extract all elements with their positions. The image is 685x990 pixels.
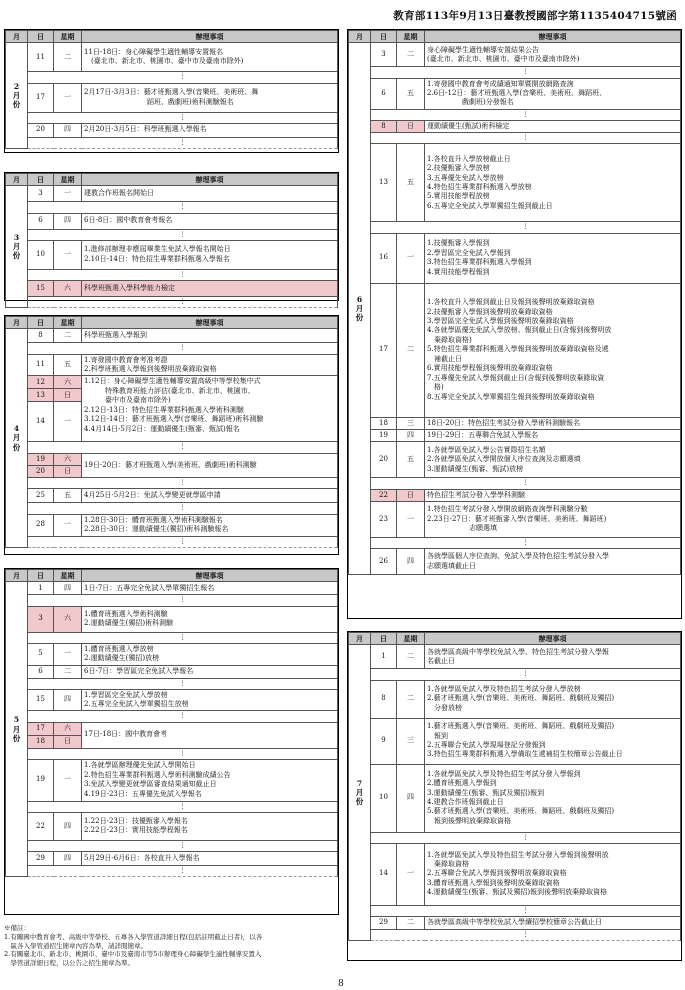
weekday-cell: 二 xyxy=(54,665,82,678)
day-cell: 15 xyxy=(28,689,54,711)
weekday-cell: 六 xyxy=(54,280,82,296)
event-cell: 1.藝才班甄選入學(音樂班、美術班、舞蹈班、戲劇班及獨招) 報到 2.五專聯合免試入學現場登記分發報到 3.特色招生專業群科甄選入學備取生遞補招生校簡章公告截止日 xyxy=(425,718,681,764)
col-month: 月 xyxy=(6,570,28,582)
event-cell: 運動績優生(甄試)術科檢定 xyxy=(425,120,681,132)
col-day: 日 xyxy=(28,31,54,43)
col-event: 辦理事項 xyxy=(82,570,338,582)
gap-row: ⋮ xyxy=(28,202,338,213)
weekday-cell: 日 xyxy=(54,735,82,748)
event-cell: 各就學區高級中等學校免試入學、特色招生考試分發入學報 名截止日 xyxy=(425,645,681,669)
day-cell: 19 xyxy=(28,453,54,465)
event-cell: 1.各就學區免試入學及特色招生考試分發入學報到 2.體育班甄選入學報到 3.運動績優生(甄審、甄試及獨招)報到 4.建教合作班報到截止日 5.藝才班甄選入學(音樂班、美術班、舞蹈班、戲劇班及獨招) 報到後聲明放棄錄取資格 xyxy=(425,764,681,832)
event-cell: 11日-18日：身心障礙學生適性輔導安置報名 (臺北市、新北市、桃園市、臺中市及臺南市除外) xyxy=(82,43,338,72)
gap-row: ⋮ xyxy=(371,133,681,144)
footnote-title: ※備註： xyxy=(4,924,30,932)
day-cell: 1 xyxy=(28,582,54,595)
weekday-cell: 四 xyxy=(397,430,425,442)
day-cell: 29 xyxy=(28,851,54,865)
day-cell: 3 xyxy=(28,606,54,632)
day-cell: 13 xyxy=(28,389,54,402)
gap-row: ⋮ xyxy=(28,112,338,123)
weekday-cell: 四 xyxy=(54,851,82,865)
month-label: 5 月 份 xyxy=(6,582,28,877)
gap-row: ⋮ xyxy=(28,748,338,759)
weekday-cell: 六 xyxy=(54,453,82,465)
weekday-cell: 五 xyxy=(54,354,82,376)
event-cell: 1.技優甄審入學報到 2.學習區完全免試入學報到 3.特色招生專業群科甄選入學報到 4.實用技能學程報到 xyxy=(425,233,681,283)
event-cell: 1.28日-30日：體育班甄選入學術科測驗報名 2.28日-30日：運動績優生(獨招)術科測驗報名 xyxy=(82,514,338,536)
gap-row: ⋮ xyxy=(28,536,338,547)
col-week: 星期 xyxy=(397,31,425,43)
april-table xyxy=(4,315,339,555)
day-cell: 11 xyxy=(28,43,54,72)
day-cell: 17 xyxy=(28,83,54,112)
weekday-cell: 六 xyxy=(54,722,82,735)
month-label: 4 月 份 xyxy=(6,329,28,547)
gap-row: ⋮ xyxy=(28,72,338,83)
event-cell: 1.各就學區免試入學及特色招生考試分發入學放榜 2.藝才班甄選入學(音樂班、美術班、舞蹈班、戲劇班及獨招) 分發放榜 xyxy=(425,680,681,718)
event-cell: 5月29日-6月6日：各校直升入學報名 xyxy=(82,851,338,865)
col-day: 日 xyxy=(371,31,397,43)
may-table xyxy=(4,568,339,915)
gap-row: ⋮ xyxy=(28,711,338,722)
gap-row: ⋮ xyxy=(371,929,681,940)
weekday-cell: 二 xyxy=(54,43,82,72)
day-cell: 3 xyxy=(371,43,397,67)
event-cell: 18日-20日：特色招生考試分發入學術科測驗報名 xyxy=(425,417,681,429)
footnote-2: 2.有關臺北市、新北市、桃園市、臺中市及臺南市等5市辦理身心障礙學生適性輔導安置入 學管道詳細日程，以公告之招生簡章為準。 xyxy=(4,950,262,968)
event-cell: 1.各就學區辦理優先免試入學開始日 2.特色招生專業群科甄選入學術科測驗成績公告 3.免試入學變更就學區審查結果通知截止日 4.19日-23日：五專優先免試入學報名 xyxy=(82,759,338,801)
day-cell: 3 xyxy=(28,186,54,202)
month-label: 3 月 份 xyxy=(6,186,28,307)
event-cell: 1.寄發國中教育會考成績通知單暨開放網路查詢 2.6日-12日：藝才班甄選入學(音樂班、美術班、舞蹈班、 戲劇班)分發報名 xyxy=(425,78,681,109)
event-cell: 各就學區高級中等學校免試入學續招學校簡章公告截止日 xyxy=(425,916,681,929)
weekday-cell: 日 xyxy=(54,389,82,402)
day-cell: 6 xyxy=(371,78,397,109)
day-cell: 25 xyxy=(28,489,54,503)
day-cell: 16 xyxy=(371,233,397,283)
day-cell: 10 xyxy=(28,240,54,269)
february-table xyxy=(4,29,339,153)
event-cell: 建教合作班報名開始日 xyxy=(82,186,338,202)
event-cell: 1.各就學區免試入學及特色招生考試分發入學報到後聲明放 棄錄取資格 2.五專聯合免試入學報到後聲明放棄錄取資格 3.體育班甄選入學報到後聲明放棄錄取資格 4.運動績優生(甄審、甄試及獨招)報到後聲明放棄錄取資格 xyxy=(425,843,681,905)
weekday-cell: 二 xyxy=(397,645,425,669)
day-cell: 22 xyxy=(371,489,397,501)
weekday-cell: 四 xyxy=(397,549,425,575)
weekday-cell: 一 xyxy=(54,186,82,202)
weekday-cell: 三 xyxy=(397,417,425,429)
gap-row: ⋮ xyxy=(28,840,338,851)
day-cell: 5 xyxy=(28,643,54,665)
document-header: 教育部113年9月13日臺教授國部字第1135404715號函 xyxy=(393,10,677,22)
gap-row: ⋮ xyxy=(28,296,338,307)
weekday-cell: 一 xyxy=(397,843,425,905)
footnotes xyxy=(4,924,339,968)
day-cell: 15 xyxy=(28,280,54,296)
gap-row: ⋮ xyxy=(371,109,681,120)
weekday-cell: 一 xyxy=(54,759,82,801)
event-cell: 身心障礙學生適性輔導安置結果公告 (臺北市、新北市、桃園市、臺中市及臺南市除外) xyxy=(425,43,681,67)
day-cell: 28 xyxy=(28,514,54,536)
day-cell: 14 xyxy=(28,402,54,442)
gap-row: ⋮ xyxy=(371,537,681,548)
gap-row: ⋮ xyxy=(28,478,338,489)
event-cell: 2月17日-3月3日：藝才班甄選入學(音樂班、美術班、舞 蹈班、戲劇班)術科測驗報名 xyxy=(82,83,338,112)
gap-row: ⋮ xyxy=(28,442,338,453)
day-cell: 6 xyxy=(28,665,54,678)
event-cell: 1.各校直升入學報到截止日及報到後聲明放棄錄取資格 2.技優甄審入學報到後聲明放棄錄取資格 3.學習區完全免試入學報到後聲明放棄錄取資格 4.各就學區優先免試入學放榜、報到截止日(含報到後聲明放 棄錄取資格) 5.特色招生專業群科甄選入學報到後聲明放棄錄取資格及遞 補截止日 6.實用技能學程報到後聲明放棄錄取資格 7.五專優先免試入學報到截止日(含報到後聲明放棄錄取資 格) 8.五專完全免試入學單獨招生報到後聲明放棄錄取資格 xyxy=(425,283,681,417)
event-cell: 特色招生考試分發入學學科測驗 xyxy=(425,489,681,501)
day-cell: 14 xyxy=(371,843,397,905)
day-cell: 29 xyxy=(371,916,397,929)
event-cell: 19日-29日：五專聯合免試入學報名 xyxy=(425,430,681,442)
month-label: 2 月 份 xyxy=(6,43,28,148)
weekday-cell: 五 xyxy=(397,78,425,109)
day-cell: 10 xyxy=(371,764,397,832)
gap-row: ⋮ xyxy=(371,832,681,843)
event-cell: 1.特色招生考試分發入學開放網路查詢學科測驗分數 2.23日-27日：藝才班甄審入學(音樂班、美術班、舞蹈班) 志願選填 xyxy=(425,501,681,537)
weekday-cell: 四 xyxy=(54,213,82,229)
weekday-cell: 四 xyxy=(54,689,82,711)
month-label: 7 月 份 xyxy=(349,645,371,940)
gap-row: ⋮ xyxy=(28,503,338,514)
day-cell: 1 xyxy=(371,645,397,669)
event-cell: 1.進修部辦理非應屆畢業生免試入學報名開始日 2.10日-14日：特色招生專業群科甄選入學報名 xyxy=(82,240,338,269)
day-cell: 17 xyxy=(28,722,54,735)
weekday-cell: 二 xyxy=(397,283,425,417)
col-week: 星期 xyxy=(54,570,82,582)
day-cell: 13 xyxy=(371,144,397,222)
event-cell: 1.22日-23日：技優甄審入學報名 2.22日-23日：實用技能學程報名 xyxy=(82,812,338,840)
day-cell: 23 xyxy=(371,501,397,537)
weekday-cell: 日 xyxy=(397,489,425,501)
weekday-cell: 二 xyxy=(54,329,82,343)
col-day: 日 xyxy=(371,633,397,645)
weekday-cell: 日 xyxy=(54,465,82,477)
gap-row: ⋮ xyxy=(28,137,338,148)
weekday-cell: 二 xyxy=(397,916,425,929)
event-cell: 1.學習區完全免試入學放榜 2.五專完全免試入學單獨招生放榜 xyxy=(82,689,338,711)
col-day: 日 xyxy=(28,317,54,329)
event-cell: 1.各校直升入學放榜截止日 2.技優甄審入學放榜 3.五專優先免試入學放榜 4.特色招生專業群科甄選入學放榜 5.實用技能學程放榜 6.五專完全免試入學單獨招生報到截止日 xyxy=(425,144,681,222)
july-table xyxy=(347,631,682,961)
gap-row: ⋮ xyxy=(28,269,338,280)
weekday-cell: 一 xyxy=(54,83,82,112)
col-month: 月 xyxy=(349,633,371,645)
weekday-cell: 四 xyxy=(54,123,82,137)
event-cell: 科學班甄選入學報到 xyxy=(82,329,338,343)
gap-row: ⋮ xyxy=(28,865,338,876)
event-cell: 6日-8日：國中教育會考報名 xyxy=(82,213,338,229)
weekday-cell: 一 xyxy=(54,402,82,442)
weekday-cell: 一 xyxy=(397,501,425,537)
col-month: 月 xyxy=(6,317,28,329)
weekday-cell: 二 xyxy=(397,43,425,67)
weekday-cell: 五 xyxy=(54,489,82,503)
gap-row: ⋮ xyxy=(371,67,681,78)
gap-row: ⋮ xyxy=(28,229,338,240)
gap-row: ⋮ xyxy=(28,343,338,354)
col-month: 月 xyxy=(6,174,28,186)
weekday-cell: 三 xyxy=(397,718,425,764)
event-cell: 1.12日：身心障礙學生適性輔導安置高級中等學校集中式 特殊教育班能力評估(臺北市、新北市、桃園市、 臺中市及臺南市除外) 2.12日-13日：特色招生專業群科甄選入學術科測驗 3.12日-14日：藝才班甄選入學(音樂班、舞蹈班)術科測驗 4.4月14日-5月2日：運動績優生(甄審、甄試)報名 xyxy=(82,376,338,442)
event-cell: 1.各就學區免試入學公告實際招生名額 2.各就學區免試入學開放個人序位查詢及志願選填 3.運動績優生(甄審、甄試)放榜 xyxy=(425,442,681,478)
day-cell: 9 xyxy=(371,718,397,764)
col-day: 日 xyxy=(28,174,54,186)
col-week: 星期 xyxy=(54,317,82,329)
weekday-cell: 日 xyxy=(397,120,425,132)
day-cell: 11 xyxy=(28,354,54,376)
event-cell: 各就學區個人序位查詢、免試入學及特色招生考試分發入學 志願選填截止日 xyxy=(425,549,681,575)
day-cell: 8 xyxy=(371,680,397,718)
col-week: 星期 xyxy=(54,174,82,186)
page-number: 8 xyxy=(338,979,344,989)
event-cell: 17日-18日：國中教育會考 xyxy=(82,722,338,748)
col-event: 辦理事項 xyxy=(425,31,681,43)
gap-row: ⋮ xyxy=(28,801,338,812)
col-month: 月 xyxy=(349,31,371,43)
day-cell: 22 xyxy=(28,812,54,840)
event-cell: 1.體育班甄選入學放榜 2.運動績優生(獨招)放榜 xyxy=(82,643,338,665)
gap-row: ⋮ xyxy=(28,595,338,606)
col-week: 星期 xyxy=(54,31,82,43)
day-cell: 19 xyxy=(28,759,54,801)
month-label: 6 月 份 xyxy=(349,43,371,575)
col-event: 辦理事項 xyxy=(82,31,338,43)
event-cell: 2月20日-3月5日：科學班甄選入學報名 xyxy=(82,123,338,137)
weekday-cell: 六 xyxy=(54,376,82,389)
col-week: 星期 xyxy=(397,633,425,645)
day-cell: 26 xyxy=(371,549,397,575)
weekday-cell: 五 xyxy=(397,144,425,222)
weekday-cell: 一 xyxy=(54,514,82,536)
weekday-cell: 一 xyxy=(54,240,82,269)
march-table xyxy=(4,172,339,305)
col-event: 辦理事項 xyxy=(82,174,338,186)
event-cell: 科學班甄選入學科學能力檢定 xyxy=(82,280,338,296)
day-cell: 19 xyxy=(371,430,397,442)
weekday-cell: 四 xyxy=(54,582,82,595)
event-cell: 1.寄發國中教育會考准考證 2.科學班甄選入學報到後聲明放棄錄取資格 xyxy=(82,354,338,376)
event-cell: 19日-20日：藝才班甄選入學(美術班、戲劇班)術科測驗 xyxy=(82,453,338,478)
gap-row: ⋮ xyxy=(371,222,681,233)
day-cell: 6 xyxy=(28,213,54,229)
col-event: 辦理事項 xyxy=(425,633,681,645)
weekday-cell: 一 xyxy=(54,643,82,665)
gap-row: ⋮ xyxy=(28,632,338,643)
day-cell: 17 xyxy=(371,283,397,417)
weekday-cell: 六 xyxy=(54,606,82,632)
footnote-1: 1.有關國中教育會考、高級中等學校、五專各入學管道詳細日程(包括註明截止日者)，以各 區各入學管道招生簡章內容為準，請詳閱簡章。 xyxy=(4,932,263,950)
event-cell: 4月25日-5月2日：免試入學變更就學區申請 xyxy=(82,489,338,503)
gap-row: ⋮ xyxy=(371,905,681,916)
day-cell: 20 xyxy=(28,465,54,477)
day-cell: 12 xyxy=(28,376,54,389)
day-cell: 18 xyxy=(28,735,54,748)
col-event: 辦理事項 xyxy=(82,317,338,329)
col-day: 日 xyxy=(28,570,54,582)
gap-row: ⋮ xyxy=(371,478,681,489)
june-table xyxy=(347,29,682,619)
day-cell: 20 xyxy=(371,442,397,478)
gap-row: ⋮ xyxy=(28,678,338,689)
weekday-cell: 五 xyxy=(397,442,425,478)
weekday-cell: 四 xyxy=(397,764,425,832)
gap-row: ⋮ xyxy=(371,669,681,680)
day-cell: 18 xyxy=(371,417,397,429)
event-cell: 1.體育班甄選入學術科測驗 2.運動績優生(獨招)術科測驗 xyxy=(82,606,338,632)
col-month: 月 xyxy=(6,31,28,43)
event-cell: 6日-7日：學習區完全免試入學報名 xyxy=(82,665,338,678)
day-cell: 8 xyxy=(371,120,397,132)
weekday-cell: 一 xyxy=(397,233,425,283)
weekday-cell: 四 xyxy=(54,812,82,840)
weekday-cell: 二 xyxy=(397,680,425,718)
event-cell: 1日-7日：五專完全免試入學單獨招生報名 xyxy=(82,582,338,595)
day-cell: 8 xyxy=(28,329,54,343)
day-cell: 20 xyxy=(28,123,54,137)
